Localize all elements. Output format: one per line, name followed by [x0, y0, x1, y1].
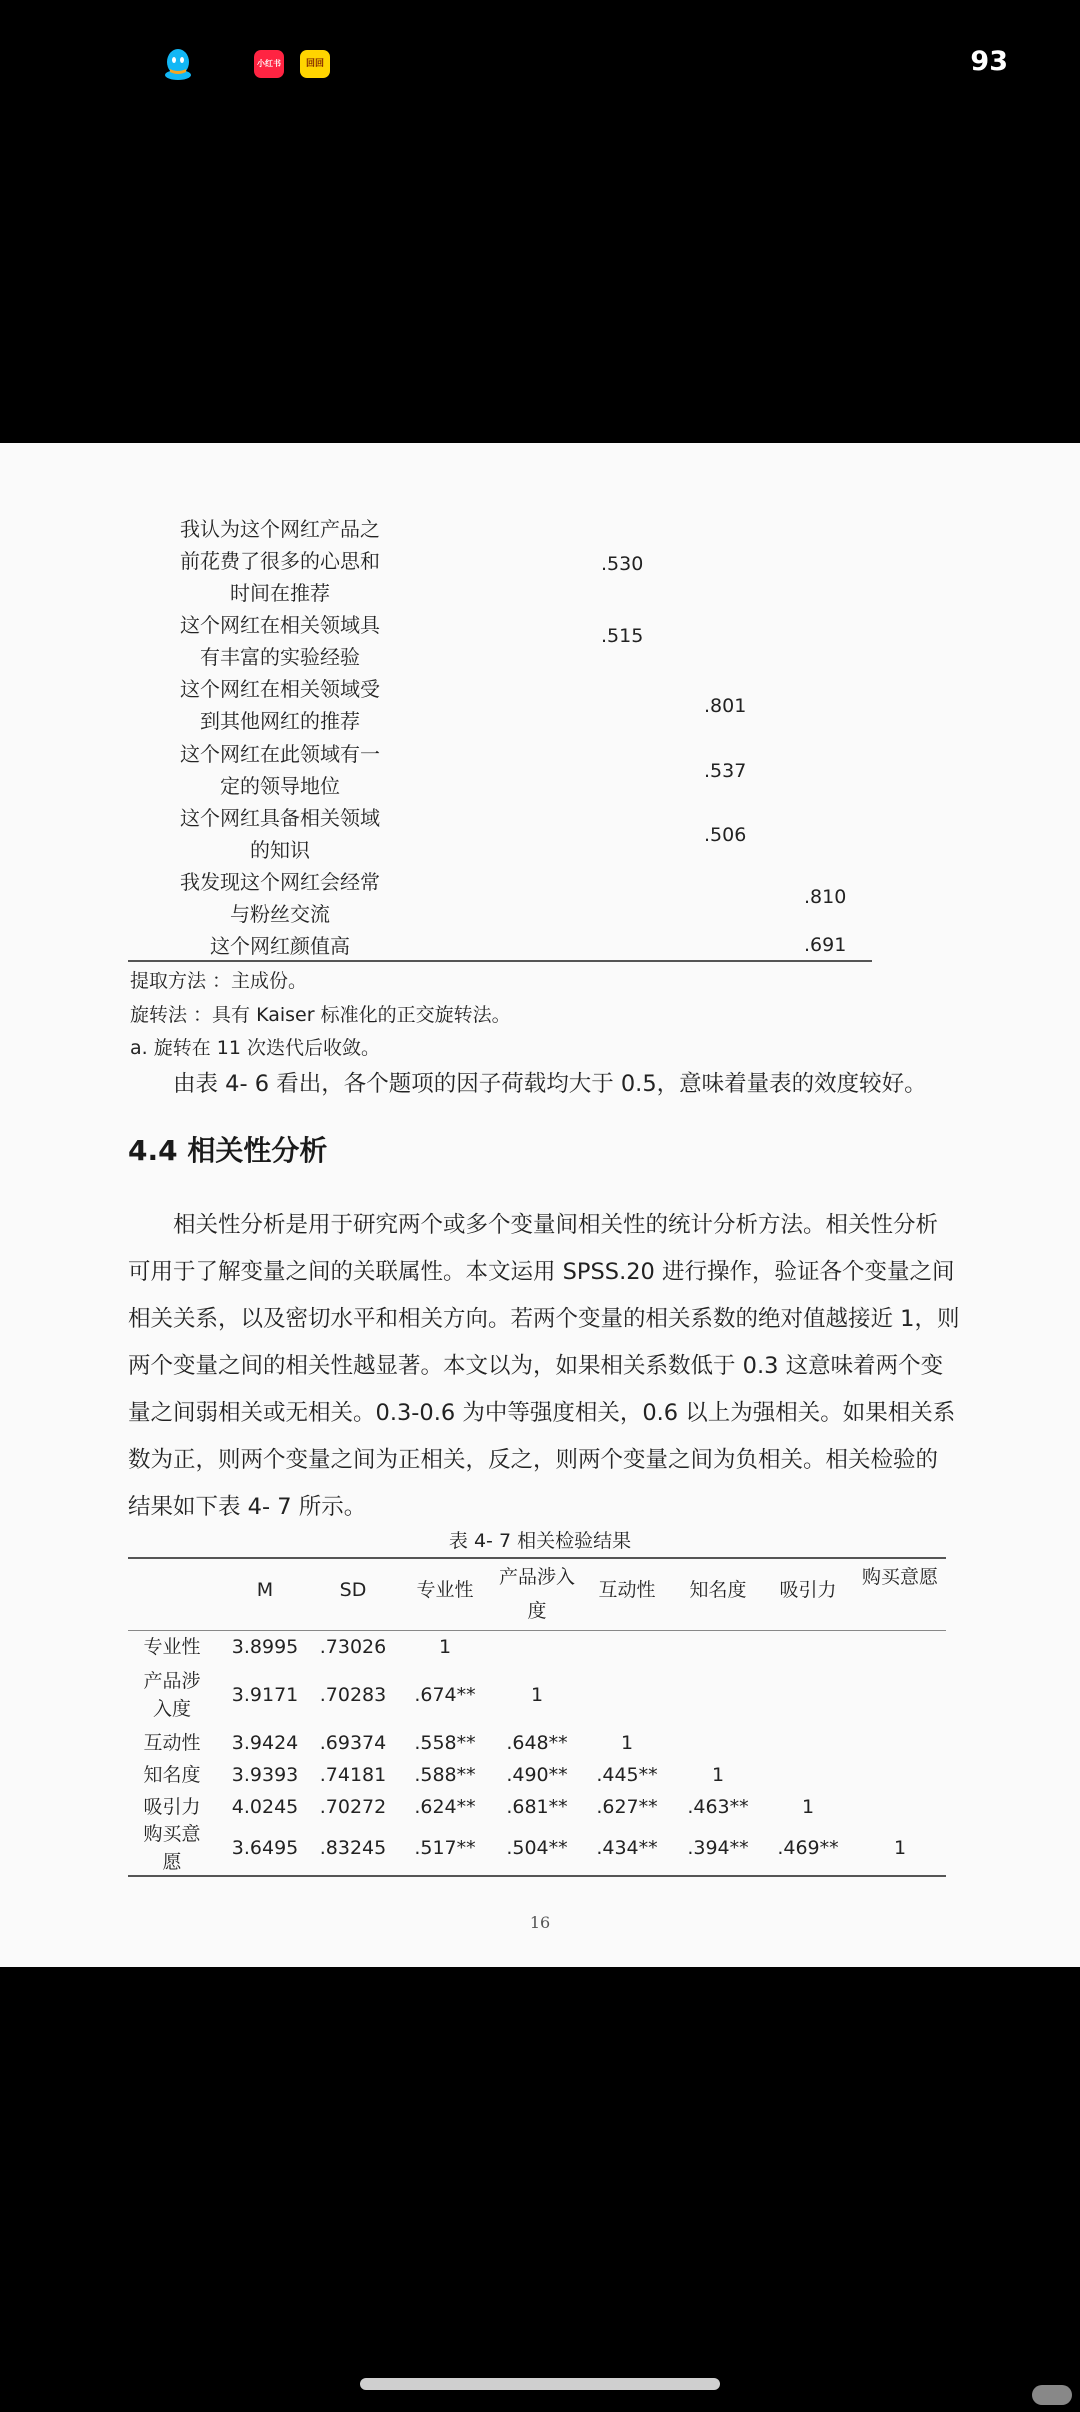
- table-cell: .648**: [506, 1732, 568, 1754]
- column-header: 产品涉入度: [498, 1566, 575, 1622]
- xiaohongshu-icon: 小红书: [254, 50, 284, 78]
- table-cell: .74181: [319, 1764, 387, 1786]
- rotation-item-label: 我认为这个网红产品之 前花费了很多的心思和 时间在推荐: [180, 517, 380, 605]
- corner-badge-icon: [1032, 2385, 1072, 2405]
- row-header: 互动性: [143, 1732, 201, 1754]
- section-heading: 4.4 相关性分析: [128, 1134, 328, 1167]
- rotation-item-label: 这个网红在相关领域受 到其他网红的推荐: [180, 677, 380, 733]
- table-caption: 表 4- 7 相关检验结果: [448, 1530, 632, 1552]
- table-cell: 3.8995: [231, 1636, 299, 1658]
- table-cell: .490**: [506, 1764, 568, 1786]
- loading-value: .506: [704, 824, 747, 846]
- column-header: SD: [339, 1579, 367, 1601]
- convergence-note: a. 旋转在 11 次迭代后收敛。: [130, 1037, 380, 1059]
- table-cell: .469**: [777, 1837, 839, 1859]
- table-cell: .588**: [414, 1764, 476, 1786]
- table-cell: .83245: [319, 1837, 387, 1859]
- extraction-method-note: 提取方法 ：主成份。: [130, 970, 308, 992]
- row-header: 产品涉入度: [143, 1670, 201, 1720]
- table-cell: .434**: [596, 1837, 658, 1859]
- rotation-item-label: 这个网红在此领域有一 定的领导地位: [180, 742, 380, 798]
- table-cell: .504**: [506, 1837, 568, 1859]
- rotation-item-label: 我发现这个网红会经常 与粉丝交流: [180, 870, 380, 926]
- table-bottom-rule-2: [128, 1875, 946, 1877]
- row-header: 吸引力: [143, 1796, 201, 1818]
- table-cell: 1: [530, 1684, 544, 1706]
- column-header: 购买意愿: [861, 1566, 938, 1588]
- column-header: 专业性: [416, 1579, 474, 1601]
- page-number: 16: [529, 1913, 551, 1932]
- row-header: 购买意愿: [143, 1823, 201, 1873]
- column-header: 吸引力: [779, 1579, 837, 1601]
- table-cell: .558**: [414, 1732, 476, 1754]
- table-cell: 1: [801, 1796, 815, 1818]
- rotation-item-label: 这个网红颜值高: [210, 934, 350, 958]
- rotation-item-label: 这个网红在相关领域具 有丰富的实验经验: [180, 613, 380, 669]
- table-cell: .394**: [687, 1837, 749, 1859]
- table-cell: 3.6495: [231, 1837, 299, 1859]
- table-cell: 1: [893, 1837, 907, 1859]
- table-cell: .624**: [414, 1796, 476, 1818]
- loading-value: .537: [704, 760, 747, 782]
- table-cell: 3.9424: [231, 1732, 299, 1754]
- netease-cloud-icon: 回回: [300, 50, 330, 78]
- qq-icon: [162, 48, 194, 82]
- loading-value: .530: [601, 553, 644, 575]
- row-header: 知名度: [143, 1764, 201, 1786]
- table-cell: 1: [711, 1764, 725, 1786]
- loading-value: .810: [804, 886, 847, 908]
- rotation-method-note: 旋转法 ：具有 Kaiser 标准化的正交旋转法。: [130, 1004, 511, 1026]
- column-header: 知名度: [689, 1579, 747, 1601]
- body-paragraph: 相关性分析是用于研究两个或多个变量间相关性的统计分析方法。相关性分析可用于了解变量之间的关联属性。本文运用 SPSS.20 进行操作，验证各个变量之间相关关系，以及密切水平和相关方向。若两个变量的相关系数的绝对值越接近 1，则两个变量之间的相关性越显著。本文以为，如果相关系数低于 0.3 这意味着两个变量之间弱相关或无相关。0.3-0.6 为中等强度相关，0.6 以上为强相关。如果相关系数为正，则两个变量之间为正相关，反之，则两个变量之间为负相关。相关检验的结果如下表 4- 7 所示。: [128, 1212, 960, 1520]
- summary-sentence: 由表 4- 6 看出，各个题项的因子荷载均大于 0.5，意味着量表的效度较好。: [173, 1071, 927, 1097]
- table-cell: .517**: [414, 1837, 476, 1859]
- rotation-item-label: 这个网红具备相关领域 的知识: [180, 806, 380, 862]
- loading-value: .515: [601, 625, 644, 647]
- table-cell: .681**: [506, 1796, 568, 1818]
- table-cell: .627**: [596, 1796, 658, 1818]
- table-cell: .69374: [319, 1732, 387, 1754]
- column-header: 互动性: [598, 1579, 656, 1601]
- loading-value: .691: [804, 934, 847, 956]
- table-cell: .674**: [414, 1684, 476, 1706]
- battery-level: 93: [970, 46, 1008, 77]
- table-cell: .445**: [596, 1764, 658, 1786]
- table-cell: .463**: [687, 1796, 749, 1818]
- column-header: M: [256, 1579, 274, 1601]
- document-page: [0, 443, 1080, 1967]
- table-cell: 3.9393: [231, 1764, 299, 1786]
- table-cell: 1: [620, 1732, 634, 1754]
- table-bottom-rule: [128, 960, 872, 962]
- home-indicator[interactable]: [360, 2378, 720, 2390]
- table-cell: 3.9171: [231, 1684, 299, 1706]
- status-bar: [0, 0, 1080, 130]
- row-header: 专业性: [143, 1636, 201, 1658]
- table-cell: .70283: [319, 1684, 387, 1706]
- table-top-rule: [128, 1557, 946, 1559]
- table-cell: 4.0245: [231, 1796, 299, 1818]
- table-cell: .70272: [319, 1796, 387, 1818]
- table-cell: 1: [438, 1636, 452, 1658]
- table-cell: .73026: [319, 1636, 387, 1658]
- loading-value: .801: [704, 695, 747, 717]
